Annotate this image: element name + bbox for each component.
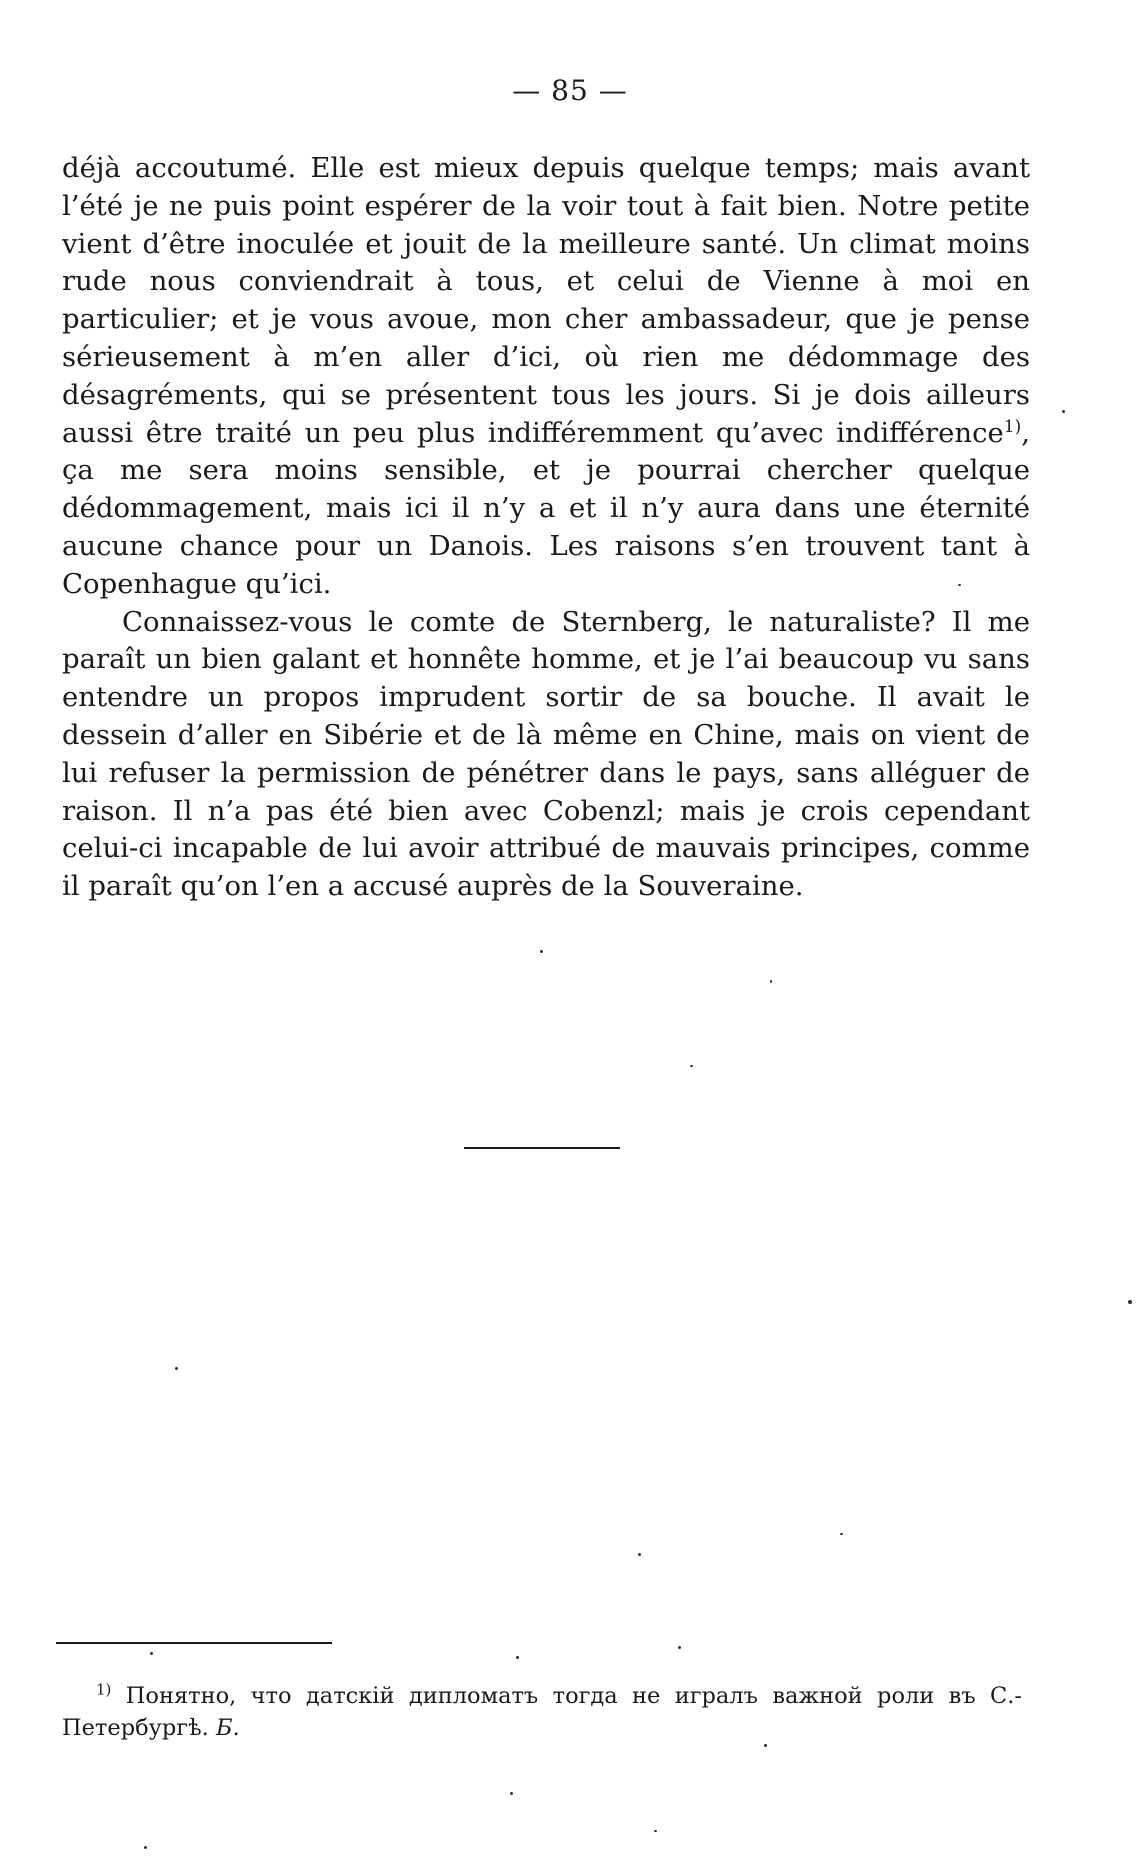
scan-speck [958,584,961,586]
paragraph-1-before: déjà accoutumé. Elle est mieux depuis quelque temps; mais avant l’été je ne puis point espérer de la voir tout à fait bien. Notre petite vient d’être inoculée et jouit de la meilleure santé. Un climat moins rude nous conviendrait à tous, et celui de Vienne à moi en particulier; et je vous avoue, mon cher ambassadeur, que je pense sérieusement à m’en aller d’ici, où rien me dédommage des désagréments, qui se présentent tous les jours. Si je dois ailleurs aussi être traité un peu plus indifféremment qu’avec indifférence [62,152,1030,449]
footnote-divider [56,1642,332,1644]
footnote [62,1680,1022,1744]
scan-speck [840,1533,843,1535]
scan-speck [150,1652,153,1655]
paragraph-1 [62,150,1030,604]
section-divider [464,1147,620,1149]
footnote-reference[interactable]: 1) [1003,416,1022,437]
scan-speck [144,1846,147,1849]
scan-speck [764,1744,767,1747]
scan-speck [510,1792,513,1795]
paragraph-2: Connaissez-vous le comte de Sternberg, le naturaliste? Il me paraît un bien galant et honnête homme, et je l’ai beaucoup vu sans entendre un propos imprudent sortir de sa bouche. Il avait le dessein d’aller en Sibérie et de là même en Chine, mais on vient de lui refuser la permission de pénétrer dans le pays, sans alléguer de raison. Il n’a pas été bien avec Cobenzl; mais je crois cependant celui-ci incapable de lui avoir attribué de mauvais principes, comme il paraît qu’on l’en a accusé auprès de la Souveraine. [62,605,1030,903]
footnote-paragraph [62,1680,1022,1744]
scan-speck [516,1656,519,1659]
body-text [62,150,1030,906]
paragraph-1-after: , ça me sera moins sensible, et je pourrai chercher quelque dédommagement, mais ici il n’y a et il n’y aura dans une éternité aucune chance pour un Danois. Les raisons s’en trouvent tant à Copenhague qu’ici. [62,416,1030,600]
scan-speck [770,980,772,983]
scan-speck [1062,410,1065,413]
scan-speck [175,1367,178,1370]
scan-speck [1128,1300,1132,1304]
scan-speck [540,950,543,953]
scan-speck [690,1065,693,1067]
page-number: — 85 — [512,74,628,107]
scan-speck [678,1646,681,1649]
footnote-number: 1) [96,1680,112,1699]
scan-speck [654,1830,657,1832]
scan-speck [638,1553,641,1556]
footnote-signature: Б. [215,1715,240,1741]
footnote-text: Понятно, что датскій дипломатъ тогда не игралъ важной роли въ С.-Петербургѣ. [62,1683,1022,1741]
